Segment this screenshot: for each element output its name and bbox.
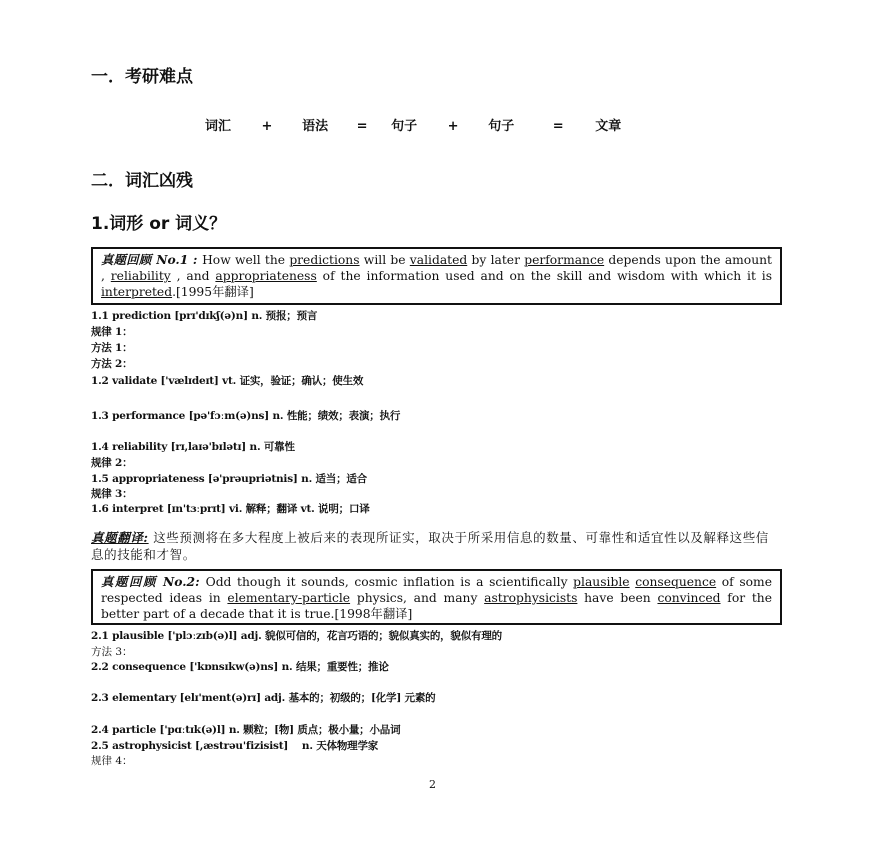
translation-label: 真题翻译:: [91, 530, 149, 545]
underlined-word: reliability: [110, 269, 171, 283]
vocab-entry: 1.3 performance [pə'fɔːm(ə)ns] n. 性能；绩效；表演；执行: [91, 410, 401, 422]
note-rule: 规律 4：: [91, 755, 133, 767]
underlined-word: predictions: [289, 253, 360, 267]
vocab-entry: 2.3 elementary [elɪ'ment(ə)rɪ] adj. 基本的；初级的；[化学] 元素的: [91, 692, 436, 704]
note-rule: 规律 1：: [91, 326, 133, 338]
box-text: How well the: [202, 253, 290, 267]
formula-term: 句子: [391, 119, 418, 134]
translation-text: 这些预测将在多大程度上被后来的表现所证实，取决于所采用信息的数量、可靠性和适宜性以及解释这些信息的技能和才智。: [91, 530, 769, 562]
formula-operator: =: [552, 119, 564, 134]
page-number: 2: [429, 778, 436, 791]
vocab-entry: 2.4 particle ['pɑːtɪk(ə)l] n. 颗粒；[物] 质点；极小量；小品词: [91, 724, 401, 736]
formula-operator: =: [356, 119, 368, 134]
formula-operator: +: [261, 119, 273, 134]
box-text: by later: [467, 253, 525, 267]
exam-question-box-1: [91, 247, 782, 305]
subsection-heading: 1.词形 or 词义？: [91, 214, 227, 234]
box-text: physics, and many: [350, 591, 485, 605]
note-method: 方法 2：: [91, 358, 133, 370]
vocab-entry: 2.2 consequence ['kɒnsɪkw(ə)ns] n. 结果；重要性；推论: [91, 661, 389, 673]
underlined-word: convinced: [657, 591, 721, 605]
formula-term: 文章: [595, 119, 622, 134]
formula-operator: +: [447, 119, 459, 134]
underlined-word: consequence: [635, 575, 717, 589]
formula-line: [205, 115, 621, 134]
box-label: 真题回顾 No.2:: [101, 574, 206, 589]
underlined-word: validated: [409, 253, 468, 267]
vocab-entry: 1.1 prediction [prɪ'dɪkʃ(ə)n] n. 预报；预言: [91, 310, 318, 322]
underlined-word: appropriateness: [215, 269, 317, 283]
underlined-word: astrophysicists: [484, 591, 578, 605]
formula-term: 语法: [302, 119, 329, 134]
underlined-word: interpreted: [101, 285, 173, 299]
vocab-entry: 2.1 plausible ['plɔːzɪb(ə)l] adj. 貌似可信的，花言巧语的；貌似真实的，貌似有理的: [91, 630, 502, 642]
vocab-entry: 1.2 validate ['vælɪdeɪt] vt. 证实，验证；确认；使生效: [91, 375, 364, 387]
box-text: , and: [170, 269, 216, 283]
box-text: have been: [577, 591, 658, 605]
translation-paragraph: [91, 529, 781, 563]
vocab-entry: 1.6 interpret [ɪn'tɜːprɪt] vi. 解释；翻译 vt. 说明；口译: [91, 503, 370, 515]
formula-term: 句子: [488, 119, 515, 134]
box-text: Odd though it sounds, cosmic inflation is a scientifically: [205, 575, 574, 589]
box-text: .[1995年翻译]: [172, 285, 254, 299]
box-label: 真题回顾 No.1 :: [101, 252, 203, 267]
note-rule: 规律 3：: [91, 488, 133, 500]
box-text: for the better part of a decade that it is true.[1998年翻译]: [101, 591, 772, 621]
underlined-word: plausible: [573, 575, 630, 589]
exam-question-box-2: [91, 569, 782, 625]
formula-term: 词汇: [205, 119, 232, 134]
box-text: of some respected ideas in: [101, 575, 772, 605]
note-method: 方法 1：: [91, 342, 133, 354]
vocab-entry: 2.5 astrophysicist [,æstrəu'fizisist] n. 天体物理学家: [91, 740, 379, 752]
box-text: depends upon the amount ,: [101, 253, 772, 283]
note-method: 方法 3：: [91, 646, 133, 658]
underlined-word: performance: [524, 253, 605, 267]
vocab-entry: 1.4 reliability [rɪ,laɪə'bɪlətɪ] n. 可靠性: [91, 441, 295, 453]
vocab-entry: 1.5 appropriateness [ə'prəupriətnis] n. 适当；适合: [91, 473, 367, 485]
underlined-word: elementary-particle: [227, 591, 351, 605]
box-text: will be: [359, 253, 410, 267]
box-text: of the information used and on the skill and wisdom with which it is: [316, 269, 773, 283]
note-rule: 规律 2：: [91, 457, 133, 469]
section-heading-2: 二．词汇凶残: [91, 171, 193, 191]
section-heading-1: 一．考研难点: [91, 67, 193, 87]
